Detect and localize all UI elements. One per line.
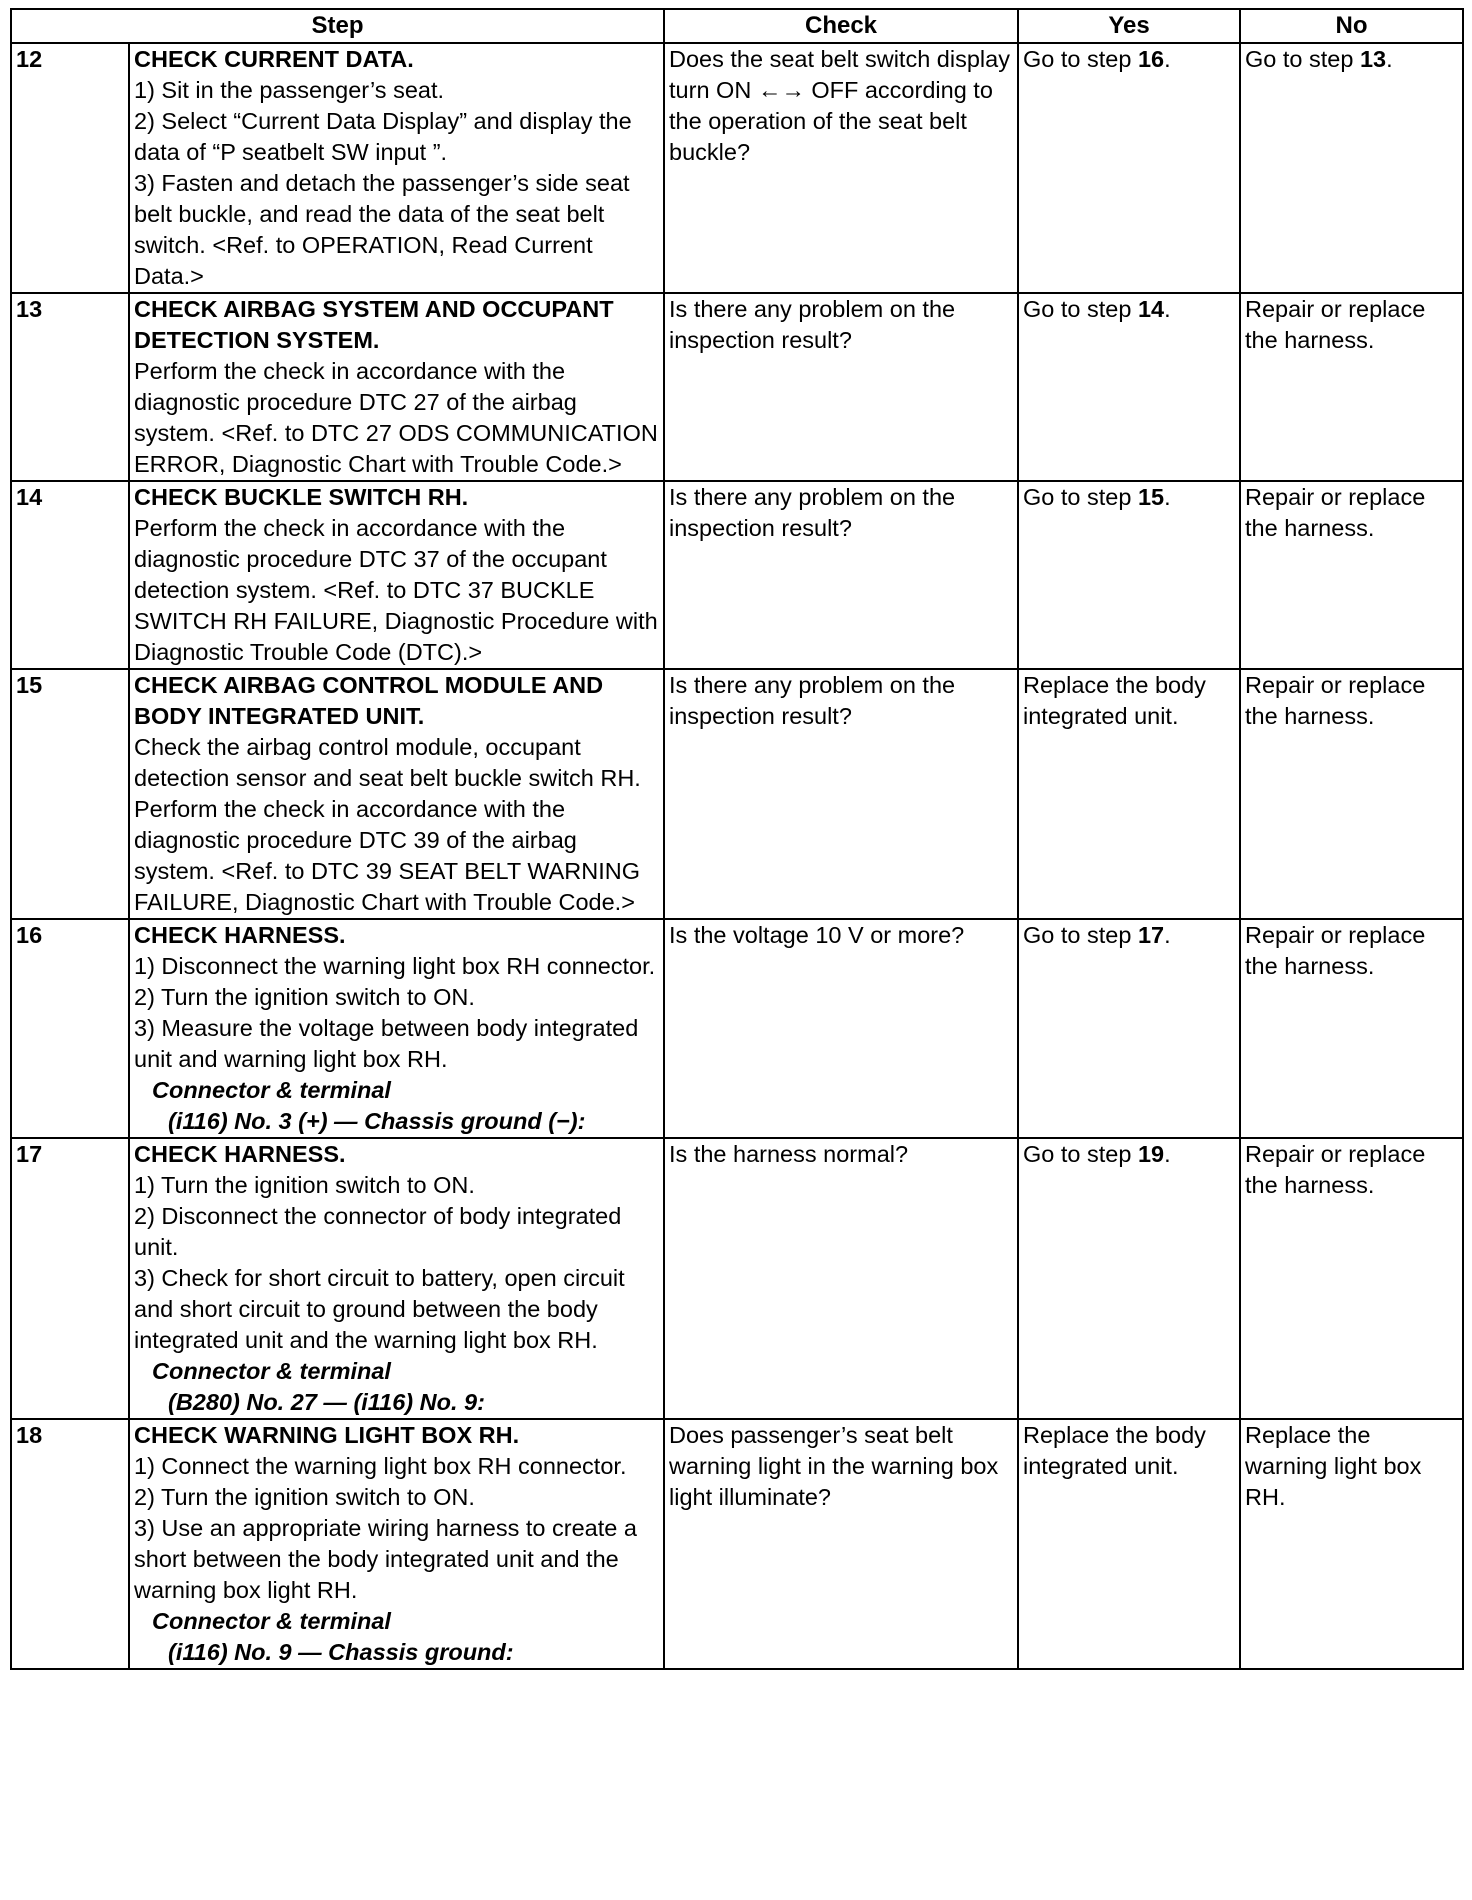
step-cell [129,293,664,481]
step-instruction: 1) Disconnect the warning light box RH connector. [134,953,656,979]
table-row [11,43,1463,293]
table-row [11,919,1463,1138]
step-instruction: Check the airbag control module, occupant detection sensor and seat belt buckle switch RH. [134,734,641,791]
no-goto-suffix: . [1386,46,1393,72]
no-cell [1240,43,1463,293]
step-number: 16 [11,919,129,1138]
step-cell [129,43,664,293]
step-instruction: 2) Select “Current Data Display” and display the data of “P seatbelt SW input ”. [134,108,632,165]
step-instruction: Perform the check in accordance with the diagnostic procedure DTC 39 of the airbag system. <Ref. to DTC 39 SEAT BELT WARNING FAILURE, Diagnostic Chart with Trouble Code.> [134,796,641,915]
check-cell: Is there any problem on the inspection result? [664,481,1018,669]
step-instruction: 1) Connect the warning light box RH connector. [134,1453,627,1479]
step-cell [129,481,664,669]
no-goto-prefix: Go to step [1245,46,1360,72]
step-title: CHECK WARNING LIGHT BOX RH. [134,1422,520,1448]
step-instruction: 2) Turn the ignition switch to ON. [134,984,475,1010]
no-cell: Replace the warning light box RH. [1240,1419,1463,1669]
yes-goto-step: 16 [1137,46,1165,72]
yes-goto-prefix: Go to step [1023,922,1138,948]
check-cell: Does the seat belt switch display turn ON ←→ OFF according to the operation of the seat belt buckle? [664,43,1018,293]
check-cell: Is the voltage 10 V or more? [664,919,1018,1138]
yes-goto-step: 15 [1137,484,1165,510]
no-goto-step: 13 [1359,46,1387,72]
yes-goto-step: 19 [1137,1141,1165,1167]
step-number: 12 [11,43,129,293]
step-cell [129,669,664,919]
step-instruction: Perform the check in accordance with the diagnostic procedure DTC 37 of the occupant detection system. <Ref. to DTC 37 BUCKLE SWITCH RH FAILURE, Diagnostic Procedure with Diagnostic Trouble Code (DTC).> [134,515,658,665]
check-cell: Does passenger’s seat belt warning light in the warning box light illuminate? [664,1419,1018,1669]
step-title: CHECK CURRENT DATA. [134,46,414,72]
yes-goto-step: 14 [1137,296,1165,322]
yes-cell [1018,481,1240,669]
step-instruction: 3) Use an appropriate wiring harness to create a short between the body integrated unit and the warning box light RH. [134,1515,637,1603]
yes-cell: Replace the body integrated unit. [1018,669,1240,919]
yes-goto-suffix: . [1164,922,1171,948]
step-number: 15 [11,669,129,919]
step-instruction: 1) Turn the ignition switch to ON. [134,1172,475,1198]
terminal-spec: (i116) No. 3 (+) — Chassis ground (−): [168,1108,586,1134]
table-row [11,293,1463,481]
header-check: Check [664,9,1018,43]
check-cell: Is the harness normal? [664,1138,1018,1419]
step-instruction: 2) Disconnect the connector of body integrated unit. [134,1203,622,1260]
table-row [11,1419,1463,1669]
step-title: CHECK AIRBAG CONTROL MODULE AND BODY INTEGRATED UNIT. [134,672,604,729]
yes-goto-suffix: . [1164,296,1171,322]
header-row [11,9,1463,43]
step-title: CHECK HARNESS. [134,922,346,948]
step-number: 13 [11,293,129,481]
step-title: CHECK BUCKLE SWITCH RH. [134,484,469,510]
yes-cell [1018,293,1240,481]
yes-goto-prefix: Go to step [1023,296,1138,322]
step-instruction: 3) Check for short circuit to battery, open circuit and short circuit to ground between the body integrated unit and the warning light box RH. [134,1265,625,1353]
yes-cell [1018,1138,1240,1419]
step-instruction: 3) Fasten and detach the passenger’s side seat belt buckle, and read the data of the seat belt switch. <Ref. to OPERATION, Read Current Data.> [134,170,630,289]
yes-goto-step: 17 [1137,922,1165,948]
yes-goto-suffix: . [1164,1141,1171,1167]
connector-label: Connector & terminal [152,1358,391,1384]
no-cell: Repair or replace the harness. [1240,293,1463,481]
diagnostic-table [10,8,1464,1670]
no-cell: Repair or replace the harness. [1240,919,1463,1138]
step-instruction: Perform the check in accordance with the diagnostic procedure DTC 27 of the airbag system. <Ref. to DTC 27 ODS COMMUNICATION ERROR, Diagnostic Chart with Trouble Code.> [134,358,658,477]
header-step: Step [11,9,664,43]
step-cell [129,919,664,1138]
terminal-spec: (i116) No. 9 — Chassis ground: [168,1639,514,1665]
no-cell: Repair or replace the harness. [1240,1138,1463,1419]
terminal-spec: (B280) No. 27 — (i116) No. 9: [168,1389,485,1415]
yes-goto-prefix: Go to step [1023,484,1138,510]
yes-cell [1018,919,1240,1138]
connector-label: Connector & terminal [152,1608,391,1634]
step-number: 18 [11,1419,129,1669]
yes-goto-prefix: Go to step [1023,46,1138,72]
step-title: CHECK HARNESS. [134,1141,346,1167]
step-instruction: 3) Measure the voltage between body integrated unit and warning light box RH. [134,1015,639,1072]
table-row [11,1138,1463,1419]
yes-cell: Replace the body integrated unit. [1018,1419,1240,1669]
yes-goto-suffix: . [1164,484,1171,510]
table-row [11,669,1463,919]
no-cell: Repair or replace the harness. [1240,669,1463,919]
step-title: CHECK AIRBAG SYSTEM AND OCCUPANT DETECTION SYSTEM. [134,296,614,353]
step-cell [129,1138,664,1419]
step-number: 14 [11,481,129,669]
header-no: No [1240,9,1463,43]
check-cell: Is there any problem on the inspection result? [664,669,1018,919]
yes-goto-prefix: Go to step [1023,1141,1138,1167]
yes-cell [1018,43,1240,293]
table-row [11,481,1463,669]
header-yes: Yes [1018,9,1240,43]
no-cell: Repair or replace the harness. [1240,481,1463,669]
step-instruction: 1) Sit in the passenger’s seat. [134,77,445,103]
step-number: 17 [11,1138,129,1419]
step-instruction: 2) Turn the ignition switch to ON. [134,1484,475,1510]
yes-goto-suffix: . [1164,46,1171,72]
check-cell: Is there any problem on the inspection result? [664,293,1018,481]
connector-label: Connector & terminal [152,1077,391,1103]
step-cell [129,1419,664,1669]
